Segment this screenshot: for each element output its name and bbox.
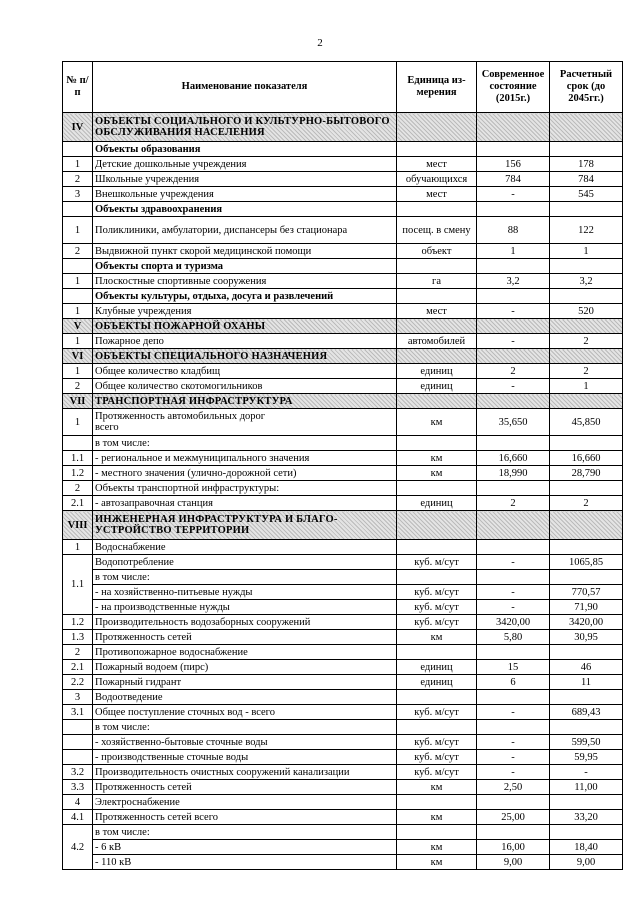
row-current: 3420,00	[477, 615, 550, 630]
header-row	[63, 62, 623, 113]
row-current: 2	[477, 496, 550, 511]
row-num: 1	[63, 364, 93, 379]
row-name: Общее количество кладбищ	[93, 364, 397, 379]
row-unit: км	[397, 630, 477, 645]
row-current: 3,2	[477, 274, 550, 289]
row-unit: посещ. в смену	[397, 217, 477, 244]
row-name: - хозяйственно-бытовые сточные воды	[93, 735, 397, 750]
col-unit-header: Единица из-мерения	[397, 62, 477, 113]
group-row	[63, 259, 623, 274]
row-unit: га	[397, 274, 477, 289]
section-num: IV	[63, 113, 93, 142]
row-unit: км	[397, 840, 477, 855]
row-num: 1	[63, 334, 93, 349]
row-unit: куб. м/сут	[397, 555, 477, 570]
row-unit: единиц	[397, 364, 477, 379]
row-target: 178	[550, 157, 623, 172]
row-unit: мест	[397, 304, 477, 319]
row-current: 784	[477, 172, 550, 187]
row-target: 45,850	[550, 409, 623, 436]
row-unit: мест	[397, 187, 477, 202]
table-row	[63, 244, 623, 259]
table-row	[63, 364, 623, 379]
row-unit: куб. м/сут	[397, 750, 477, 765]
row-num: 2	[63, 645, 93, 660]
row-current: 2,50	[477, 780, 550, 795]
row-current: 156	[477, 157, 550, 172]
row-name: Плоскостные спортивные сооружения	[93, 274, 397, 289]
row-current: 16,660	[477, 451, 550, 466]
row-name: Водопотребление	[93, 555, 397, 570]
table-row	[63, 585, 623, 600]
row-unit: куб. м/сут	[397, 735, 477, 750]
row-current: -	[477, 600, 550, 615]
row-target: 11,00	[550, 780, 623, 795]
row-target: 16,660	[550, 451, 623, 466]
row-unit: куб. м/сут	[397, 765, 477, 780]
row-name: Протяженность сетей	[93, 630, 397, 645]
table-row	[63, 217, 623, 244]
row-num: 2	[63, 481, 93, 496]
row-name: Общее поступление сточных вод - всего	[93, 705, 397, 720]
row-name: Объекты транспортной инфраструктуры:	[93, 481, 397, 496]
row-name: Детские дошкольные учреждения	[93, 157, 397, 172]
row-target: 770,57	[550, 585, 623, 600]
table-row	[63, 810, 623, 825]
table-row	[63, 630, 623, 645]
row-current: 1	[477, 244, 550, 259]
row-name: Клубные учреждения	[93, 304, 397, 319]
row-name: - местного значения (улично-дорожной сети)	[93, 466, 397, 481]
section-row	[63, 113, 623, 142]
table-row	[63, 481, 623, 496]
row-unit: объект	[397, 244, 477, 259]
row-name: Школьные учреждения	[93, 172, 397, 187]
page-number: 2	[317, 37, 323, 49]
row-target: 3,2	[550, 274, 623, 289]
row-num: 4.2	[63, 825, 93, 870]
row-target: 59,95	[550, 750, 623, 765]
row-num: 1.3	[63, 630, 93, 645]
section-title: ОБЪЕКТЫ ПОЖАРНОЙ ОХАНЫ	[93, 319, 397, 334]
row-current: 15	[477, 660, 550, 675]
row-unit: единиц	[397, 675, 477, 690]
row-name: - производственные сточные воды	[93, 750, 397, 765]
row-unit: единиц	[397, 496, 477, 511]
table-row	[63, 720, 623, 735]
table-row	[63, 466, 623, 481]
row-num: 2.1	[63, 496, 93, 511]
row-name: Производительность водозаборных сооружений	[93, 615, 397, 630]
row-name: в том числе:	[93, 720, 397, 735]
row-current: -	[477, 735, 550, 750]
table-row	[63, 157, 623, 172]
table-row	[63, 840, 623, 855]
row-target: 1	[550, 379, 623, 394]
row-name: Пожарный водоем (пирс)	[93, 660, 397, 675]
row-unit: км	[397, 855, 477, 870]
table-row	[63, 600, 623, 615]
row-num: 2.1	[63, 660, 93, 675]
table-row	[63, 825, 623, 840]
row-target: 1	[550, 244, 623, 259]
section-row	[63, 319, 623, 334]
table-row	[63, 379, 623, 394]
table-row	[63, 555, 623, 570]
row-name: Пожарный гидрант	[93, 675, 397, 690]
col-name-header: Наименование показателя	[93, 62, 397, 113]
row-target: 33,20	[550, 810, 623, 825]
section-title: ТРАНСПОРТНАЯ ИНФРАСТРУКТУРА	[93, 394, 397, 409]
row-target: 122	[550, 217, 623, 244]
row-current: 88	[477, 217, 550, 244]
row-num: 2.2	[63, 675, 93, 690]
row-unit: км	[397, 780, 477, 795]
col-target-header: Расчетный срок (до 2045гг.)	[550, 62, 623, 113]
row-num: 3.3	[63, 780, 93, 795]
row-num: 1.2	[63, 615, 93, 630]
row-current: 35,650	[477, 409, 550, 436]
table-row	[63, 645, 623, 660]
table-row	[63, 780, 623, 795]
row-name: Пожарное депо	[93, 334, 397, 349]
section-num: VII	[63, 394, 93, 409]
row-num: 2	[63, 172, 93, 187]
row-target: 28,790	[550, 466, 623, 481]
group-title: Объекты здравоохранения	[93, 202, 397, 217]
row-num: 3.2	[63, 765, 93, 780]
row-target: 2	[550, 496, 623, 511]
section-title: ОБЪЕКТЫ СОЦИАЛЬНОГО И КУЛЬТУРНО-БЫТОВОГО ОБСЛУЖИВАНИЯ НАСЕЛЕНИЯ	[93, 113, 397, 142]
row-num: 1	[63, 217, 93, 244]
row-current: 6	[477, 675, 550, 690]
row-current: -	[477, 187, 550, 202]
row-target: 11	[550, 675, 623, 690]
row-unit: км	[397, 466, 477, 481]
table-row	[63, 334, 623, 349]
table-row	[63, 187, 623, 202]
row-current: -	[477, 765, 550, 780]
table-row	[63, 765, 623, 780]
row-current: -	[477, 750, 550, 765]
table-row	[63, 540, 623, 555]
row-unit: мест	[397, 157, 477, 172]
row-name: Электроснабжение	[93, 795, 397, 810]
row-name: в том числе:	[93, 825, 397, 840]
row-num: 1	[63, 409, 93, 436]
group-row	[63, 202, 623, 217]
row-current: -	[477, 585, 550, 600]
row-num: 1.1	[63, 451, 93, 466]
section-row	[63, 349, 623, 364]
group-row	[63, 289, 623, 304]
row-name: - на производственные нужды	[93, 600, 397, 615]
row-name: Протяженность сетей всего	[93, 810, 397, 825]
row-target: 520	[550, 304, 623, 319]
row-current: -	[477, 304, 550, 319]
table-row	[63, 496, 623, 511]
row-num: 3.1	[63, 705, 93, 720]
row-name: Водоснабжение	[93, 540, 397, 555]
row-current: -	[477, 379, 550, 394]
row-current: -	[477, 705, 550, 720]
row-num: 1	[63, 540, 93, 555]
table-row	[63, 735, 623, 750]
row-target: -	[550, 765, 623, 780]
row-target: 71,90	[550, 600, 623, 615]
row-target: 3420,00	[550, 615, 623, 630]
row-target: 18,40	[550, 840, 623, 855]
row-name: Выдвижной пункт скорой медицинской помощи	[93, 244, 397, 259]
row-current: -	[477, 555, 550, 570]
row-current: 18,990	[477, 466, 550, 481]
row-name: Общее количество скотомогильников	[93, 379, 397, 394]
row-name: Водоотведение	[93, 690, 397, 705]
row-num: 3	[63, 690, 93, 705]
table-row	[63, 409, 623, 436]
row-target: 545	[550, 187, 623, 202]
row-unit: куб. м/сут	[397, 615, 477, 630]
row-num: 4.1	[63, 810, 93, 825]
section-row	[63, 394, 623, 409]
table-row	[63, 615, 623, 630]
row-target: 9,00	[550, 855, 623, 870]
row-name: - 110 кВ	[93, 855, 397, 870]
table-row	[63, 855, 623, 870]
row-unit: км	[397, 409, 477, 436]
row-name: Противопожарное водоснабжение	[93, 645, 397, 660]
table-row	[63, 304, 623, 319]
col-num-header: № п/п	[63, 62, 93, 113]
row-name: - на хозяйственно-питьевые нужды	[93, 585, 397, 600]
row-name: Внешкольные учреждения	[93, 187, 397, 202]
row-unit: км	[397, 451, 477, 466]
section-title: ОБЪЕКТЫ СПЕЦИАЛЬНОГО НАЗНАЧЕНИЯ	[93, 349, 397, 364]
table-row	[63, 705, 623, 720]
table-row	[63, 274, 623, 289]
table-row	[63, 451, 623, 466]
row-num: 1.1	[63, 555, 93, 615]
row-current: 5,80	[477, 630, 550, 645]
row-num: 1	[63, 304, 93, 319]
row-num: 1	[63, 274, 93, 289]
section-row	[63, 511, 623, 540]
row-unit: автомобилей	[397, 334, 477, 349]
section-num: V	[63, 319, 93, 334]
row-num: 2	[63, 379, 93, 394]
table-row	[63, 660, 623, 675]
row-name: - 6 кВ	[93, 840, 397, 855]
row-target: 46	[550, 660, 623, 675]
indicators-table	[62, 61, 623, 870]
table-row	[63, 570, 623, 585]
row-num: 2	[63, 244, 93, 259]
row-name: - региональное и межмуниципального значения	[93, 451, 397, 466]
table-row	[63, 690, 623, 705]
row-num: 1.2	[63, 466, 93, 481]
row-unit: куб. м/сут	[397, 705, 477, 720]
row-name: Протяженность сетей	[93, 780, 397, 795]
row-num: 3	[63, 187, 93, 202]
section-title: ИНЖЕНЕРНАЯ ИНФРАСТРУКТУРА И БЛАГО-УСТРОЙСТВО ТЕРРИТОРИИ	[93, 511, 397, 540]
row-target: 2	[550, 364, 623, 379]
row-unit: единиц	[397, 660, 477, 675]
table-row	[63, 436, 623, 451]
group-title: Объекты культуры, отдыха, досуга и развлечений	[93, 289, 397, 304]
row-num: 4	[63, 795, 93, 810]
row-name: Производительность очистных сооружений канализации	[93, 765, 397, 780]
row-name: Поликлиники, амбулатории, диспансеры без стационара	[93, 217, 397, 244]
row-unit: обучающихся	[397, 172, 477, 187]
row-unit: куб. м/сут	[397, 600, 477, 615]
table-row	[63, 675, 623, 690]
table-row	[63, 795, 623, 810]
row-unit: единиц	[397, 379, 477, 394]
row-current: 16,00	[477, 840, 550, 855]
row-target: 689,43	[550, 705, 623, 720]
row-target: 30,95	[550, 630, 623, 645]
row-target: 599,50	[550, 735, 623, 750]
col-current-header: Современное состояние (2015г.)	[477, 62, 550, 113]
row-name: в том числе:	[93, 436, 397, 451]
row-current: 25,00	[477, 810, 550, 825]
table-row	[63, 750, 623, 765]
table-row	[63, 172, 623, 187]
row-unit: км	[397, 810, 477, 825]
row-target: 2	[550, 334, 623, 349]
row-name: в том числе:	[93, 570, 397, 585]
group-title: Объекты образования	[93, 142, 397, 157]
row-name: - автозаправочная станция	[93, 496, 397, 511]
row-unit: куб. м/сут	[397, 585, 477, 600]
section-num: VI	[63, 349, 93, 364]
row-target: 1065,85	[550, 555, 623, 570]
group-title: Объекты спорта и туризма	[93, 259, 397, 274]
row-name: Протяженность автомобильных дорог всего	[93, 409, 397, 436]
row-current: 2	[477, 364, 550, 379]
row-num: 1	[63, 157, 93, 172]
row-current: 9,00	[477, 855, 550, 870]
section-num: VIII	[63, 511, 93, 540]
row-current: -	[477, 334, 550, 349]
row-target: 784	[550, 172, 623, 187]
group-row	[63, 142, 623, 157]
